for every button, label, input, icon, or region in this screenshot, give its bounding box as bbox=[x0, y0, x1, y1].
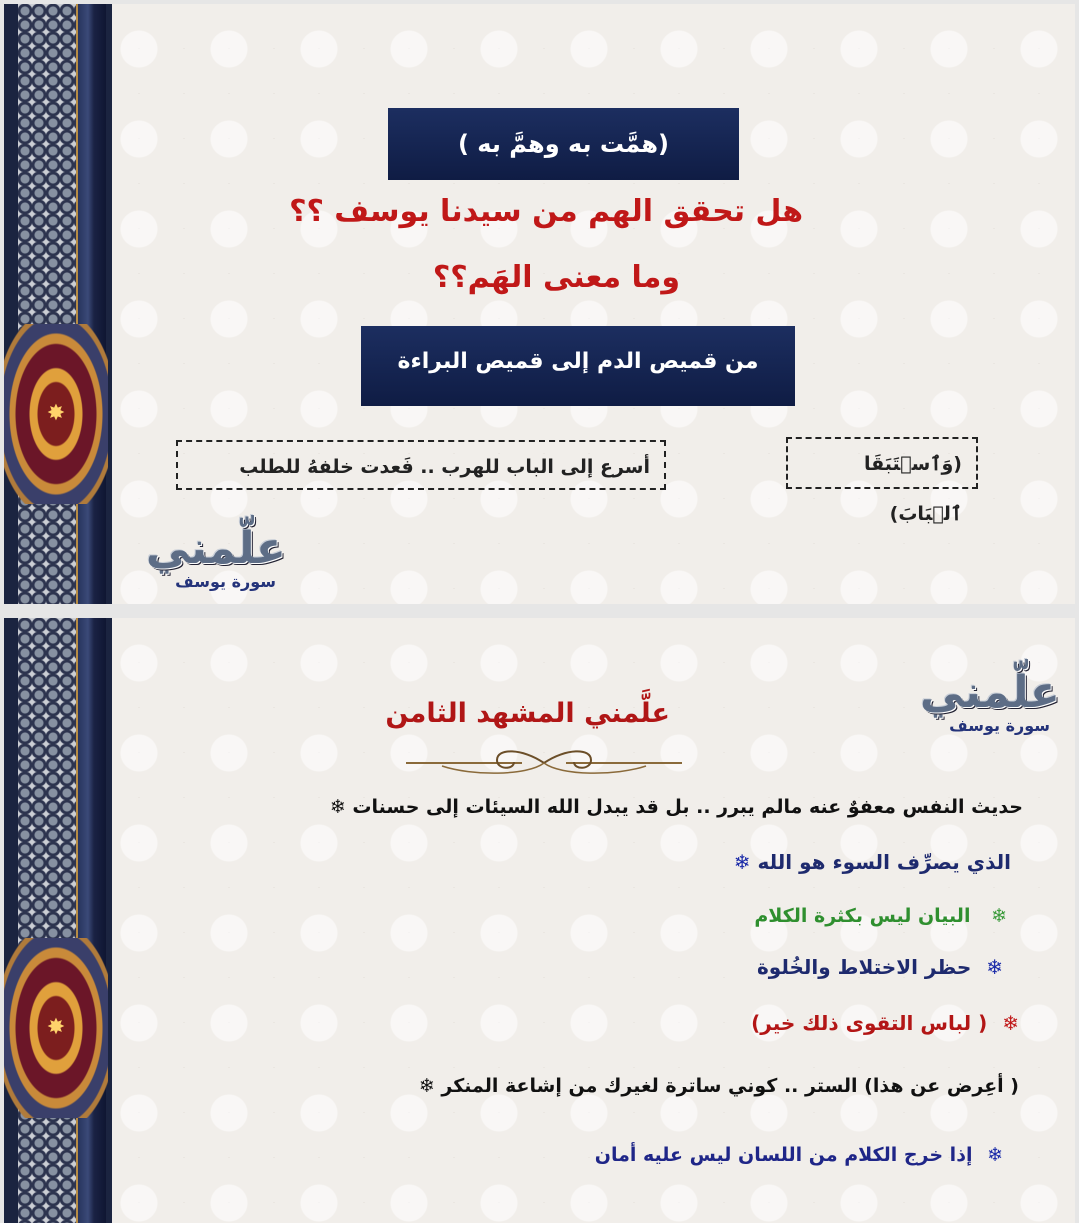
line-text: إذا خرج الكلام من اللسان ليس عليه أمان bbox=[594, 1144, 973, 1166]
snowflake-bullet-icon: ❄ bbox=[329, 796, 346, 818]
lattice-pattern bbox=[18, 618, 76, 1223]
line-text: الذي يصرِّف السوء هو الله bbox=[757, 850, 1011, 874]
list-item bbox=[754, 905, 1007, 927]
star-ornament-icon: ✸ bbox=[46, 401, 66, 426]
logo-main: علّمني bbox=[920, 667, 1060, 718]
decorative-side-panel bbox=[4, 618, 112, 1223]
line-text: ( لباس التقوى ذلك خير) bbox=[751, 1011, 988, 1035]
list-item bbox=[411, 1075, 1019, 1097]
question-2: وما معنى الهَم؟؟ bbox=[432, 260, 680, 295]
subtitle-text: من قميص الدم إلى قميص البراءة bbox=[397, 349, 759, 374]
line-text: حديث النفس معفوٌ عنه مالم يبرر .. بل قد يبدل الله السيئات إلى حسنات bbox=[352, 796, 1023, 818]
explanation-box bbox=[176, 440, 666, 490]
list-item bbox=[757, 955, 1003, 979]
explanation-text: أسرع إلى الباب للهرب .. فَعدت خلفهُ للطلب bbox=[239, 456, 650, 478]
logo-main: علّمني bbox=[146, 523, 286, 574]
snowflake-bullet-icon: ❄ bbox=[991, 905, 1007, 927]
line-text: البيان ليس بكثرة الكلام bbox=[754, 905, 971, 927]
flourish-divider-icon bbox=[402, 746, 686, 780]
snowflake-bullet-icon: ❄ bbox=[1002, 1011, 1019, 1035]
lattice-pattern bbox=[18, 4, 76, 604]
scene-heading: علَّمني المشهد الثامن bbox=[385, 698, 670, 729]
medallion-ornament bbox=[4, 324, 108, 504]
list-item bbox=[726, 850, 1011, 874]
gold-border bbox=[76, 4, 78, 604]
subtitle-box bbox=[361, 326, 795, 406]
logo-subtitle: سورة يوسف bbox=[175, 572, 276, 591]
list-item bbox=[595, 1144, 1003, 1166]
gold-border bbox=[76, 618, 78, 1223]
medallion-ornament bbox=[4, 938, 108, 1118]
snowflake-bullet-icon: ❄ bbox=[986, 955, 1003, 979]
logo bbox=[918, 668, 1068, 748]
title-box bbox=[388, 108, 739, 180]
decorative-side-panel bbox=[4, 4, 112, 604]
logo bbox=[144, 524, 294, 604]
snowflake-bullet-icon: ❄ bbox=[987, 1144, 1003, 1166]
title-text: (همَّت به وهمَّ به ) bbox=[457, 130, 669, 158]
list-item bbox=[751, 1011, 1019, 1035]
star-ornament-icon: ✸ bbox=[46, 1015, 66, 1040]
verse-text: (وَٱسۡتَبَقَا ٱلۡبَابَ) bbox=[863, 453, 962, 525]
slide-1 bbox=[4, 4, 1075, 604]
quran-verse-box bbox=[786, 437, 978, 525]
list-item bbox=[322, 796, 1023, 818]
slide-2 bbox=[4, 618, 1075, 1223]
logo-subtitle: سورة يوسف bbox=[949, 716, 1050, 735]
snowflake-bullet-icon: ❄ bbox=[418, 1075, 435, 1097]
line-text: حظر الاختلاط والخُلوة bbox=[756, 955, 972, 979]
snowflake-bullet-icon: ❄ bbox=[733, 850, 751, 874]
line-text: ( أعِرض عن هذا) الستر .. كوني ساترة لغيرك من إشاعة المنكر bbox=[441, 1075, 1019, 1097]
side-stripe bbox=[76, 618, 106, 1223]
question-1: هل تحقق الهم من سيدنا يوسف ؟؟ bbox=[289, 194, 803, 229]
side-stripe bbox=[76, 4, 106, 604]
